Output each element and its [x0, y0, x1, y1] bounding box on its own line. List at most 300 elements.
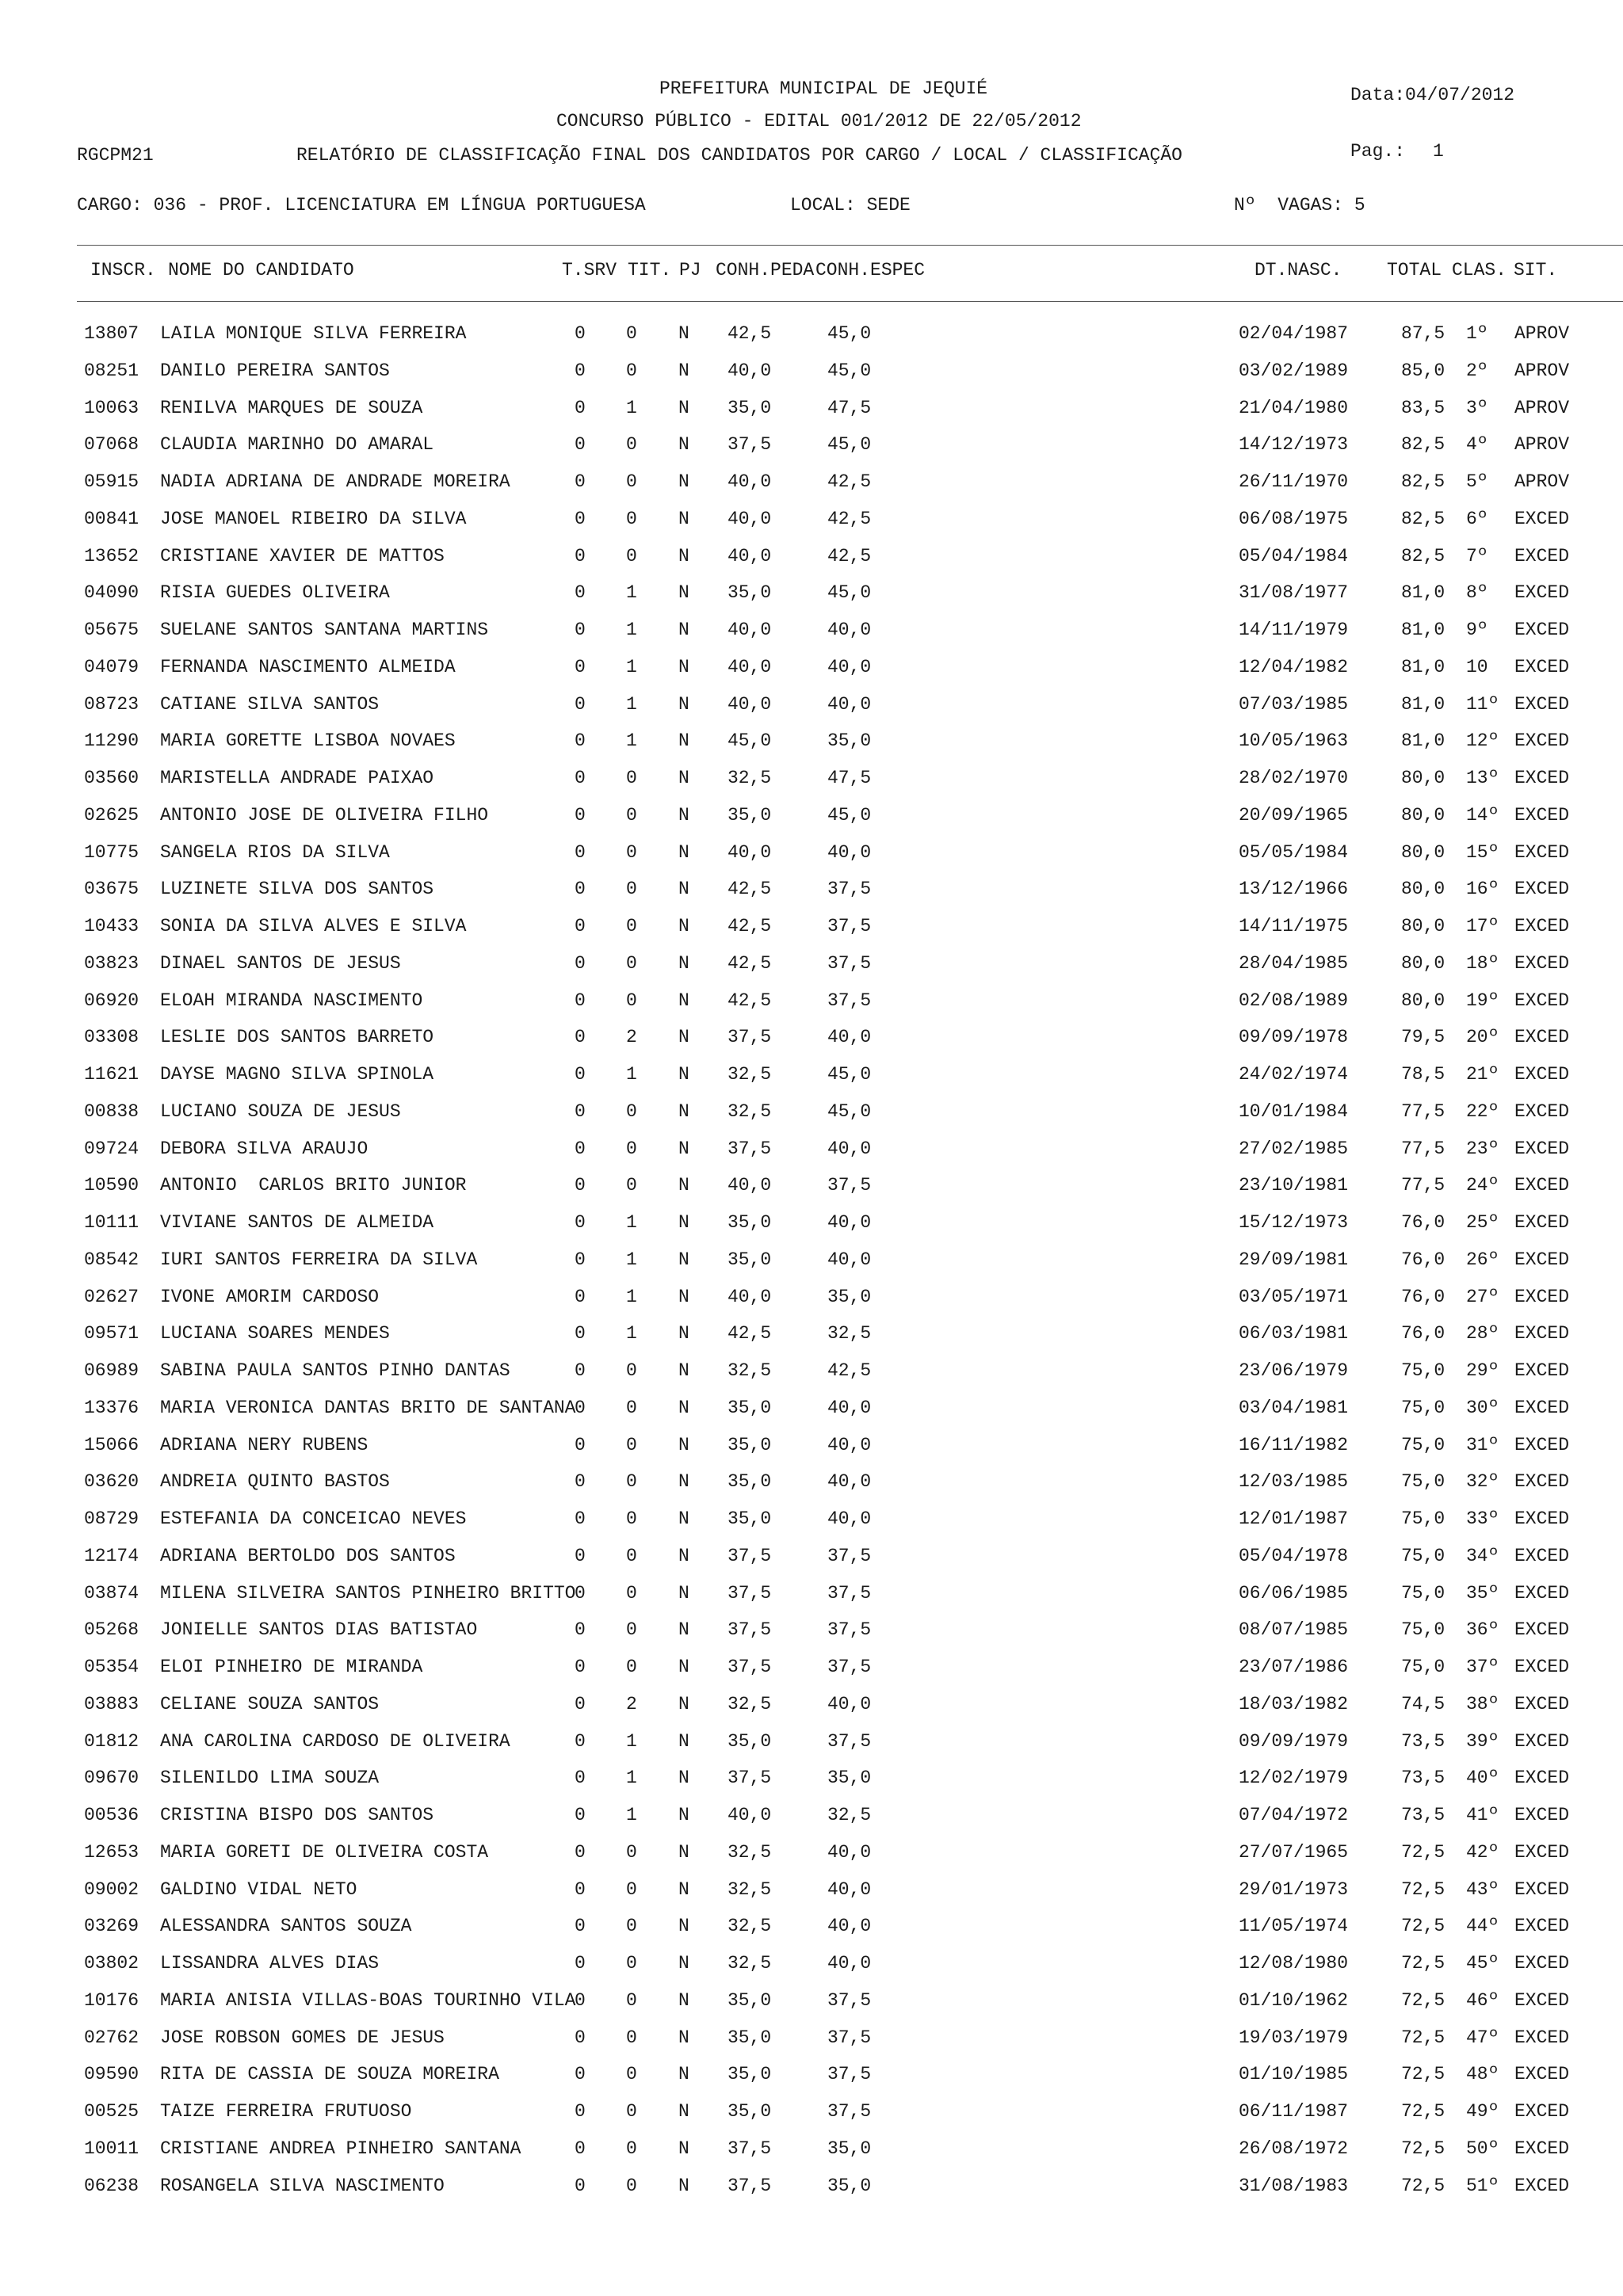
- cell-pj: N: [678, 323, 689, 344]
- cell-tit: 1: [626, 1805, 637, 1825]
- cell-nome: GALDINO VIDAL NETO: [160, 1878, 357, 1900]
- cell-sit: EXCED: [1514, 582, 1570, 604]
- cell-dt-nasc: 15/12/1973: [1239, 1212, 1349, 1233]
- cell-conh-espec: 40,0: [827, 1841, 872, 1863]
- cell-conh-peda: 40,0: [727, 1286, 772, 1307]
- cell-total: 80,0: [1401, 916, 1445, 936]
- table-row: [0, 1547, 1623, 1569]
- cell-tit: 0: [626, 804, 637, 826]
- table-row: [0, 584, 1623, 606]
- col-clas: CLAS.: [1452, 260, 1507, 280]
- cell-clas: 33º: [1466, 1508, 1499, 1529]
- cell-conh-peda: 37,5: [727, 2138, 772, 2159]
- cell-tsrv: 0: [575, 1805, 586, 1825]
- cell-nome: ANTONIO JOSE DE OLIVEIRA FILHO: [160, 804, 489, 826]
- cell-sit: EXCED: [1514, 841, 1570, 863]
- cell-tsrv: 0: [575, 1212, 586, 1233]
- cell-tsrv: 0: [575, 620, 586, 640]
- cell-pj: N: [678, 693, 689, 715]
- cell-dt-nasc: 06/08/1975: [1239, 508, 1349, 529]
- cell-pj: N: [678, 2101, 689, 2122]
- cell-pj: N: [678, 620, 689, 640]
- cell-tit: 1: [626, 693, 637, 715]
- cell-conh-espec: 37,5: [827, 1989, 872, 2011]
- cell-inscr: 03883: [84, 1693, 139, 1714]
- cell-pj: N: [678, 1619, 689, 1641]
- cell-clas: 40º: [1466, 1768, 1499, 1789]
- cell-conh-peda: 32,5: [727, 1360, 772, 1381]
- cell-pj: N: [678, 582, 689, 604]
- cell-sit: EXCED: [1514, 768, 1570, 788]
- cell-tit: 2: [626, 1027, 637, 1048]
- cell-conh-peda: 40,0: [727, 1175, 772, 1196]
- cell-inscr: 09002: [84, 1878, 139, 1900]
- cell-total: 73,5: [1401, 1730, 1445, 1752]
- divider-header: [77, 301, 1623, 302]
- cell-conh-peda: 37,5: [727, 1138, 772, 1159]
- cell-tsrv: 0: [575, 841, 586, 863]
- cell-tit: 0: [626, 1434, 637, 1455]
- cell-inscr: 10775: [84, 841, 139, 863]
- cell-tit: 0: [626, 1989, 637, 2011]
- cell-tit: 1: [626, 397, 637, 418]
- cell-nome: ESTEFANIA DA CONCEICAO NEVES: [160, 1508, 467, 1529]
- cell-tit: 0: [626, 1953, 637, 1974]
- cell-total: 75,0: [1401, 1657, 1445, 1677]
- cell-sit: EXCED: [1514, 2138, 1570, 2159]
- cell-clas: 14º: [1466, 804, 1499, 826]
- cell-inscr: 01812: [84, 1730, 139, 1752]
- cell-pj: N: [678, 1397, 689, 1418]
- cell-inscr: 06920: [84, 990, 139, 1011]
- cell-total: 75,0: [1401, 1360, 1445, 1381]
- cell-sit: EXCED: [1514, 730, 1570, 752]
- cell-conh-peda: 35,0: [727, 1212, 772, 1233]
- cell-tsrv: 0: [575, 545, 586, 566]
- cell-total: 82,5: [1401, 545, 1445, 566]
- cell-conh-peda: 40,0: [727, 1805, 772, 1825]
- cell-sit: EXCED: [1514, 1397, 1570, 1418]
- cell-total: 75,0: [1401, 1619, 1445, 1641]
- cell-tit: 1: [626, 1212, 637, 1233]
- cell-conh-peda: 42,5: [727, 323, 772, 344]
- cell-nome: MARIA GORETI DE OLIVEIRA COSTA: [160, 1841, 489, 1863]
- cell-sit: EXCED: [1514, 1841, 1570, 1863]
- cell-total: 82,5: [1401, 508, 1445, 529]
- cell-conh-espec: 37,5: [827, 2101, 872, 2122]
- cell-dt-nasc: 07/04/1972: [1239, 1805, 1349, 1825]
- cell-total: 72,5: [1401, 1841, 1445, 1863]
- cell-inscr: 05675: [84, 620, 139, 640]
- cell-sit: EXCED: [1514, 1323, 1570, 1344]
- cell-conh-peda: 40,0: [727, 545, 772, 566]
- cell-tsrv: 0: [575, 1619, 586, 1641]
- cell-tsrv: 0: [575, 1916, 586, 1937]
- cell-inscr: 08542: [84, 1249, 139, 1270]
- cell-total: 80,0: [1401, 952, 1445, 974]
- cell-dt-nasc: 10/01/1984: [1239, 1100, 1349, 1122]
- cell-tsrv: 0: [575, 804, 586, 826]
- cell-conh-peda: 42,5: [727, 952, 772, 974]
- cell-tit: 1: [626, 1064, 637, 1085]
- cell-total: 77,5: [1401, 1138, 1445, 1159]
- cell-conh-espec: 35,0: [827, 1768, 872, 1789]
- cell-inscr: 00536: [84, 1805, 139, 1825]
- cell-conh-espec: 47,5: [827, 397, 872, 418]
- cell-clas: 47º: [1466, 2027, 1499, 2048]
- cell-pj: N: [678, 1471, 689, 1493]
- table-row: [0, 1288, 1623, 1310]
- cell-nome: ANDREIA QUINTO BASTOS: [160, 1471, 390, 1493]
- table-row: [0, 2177, 1623, 2199]
- cell-sit: APROV: [1514, 360, 1570, 381]
- cell-clas: 1º: [1466, 323, 1488, 344]
- cell-tit: 0: [626, 1545, 637, 1566]
- cell-conh-peda: 35,0: [727, 397, 772, 418]
- cell-nome: DEBORA SILVA ARAUJO: [160, 1138, 369, 1159]
- cell-total: 80,0: [1401, 879, 1445, 900]
- cell-dt-nasc: 11/05/1974: [1239, 1916, 1349, 1937]
- cell-tsrv: 0: [575, 1175, 586, 1196]
- cell-nome: LUCIANO SOUZA DE JESUS: [160, 1100, 401, 1122]
- cell-clas: 27º: [1466, 1286, 1499, 1307]
- cell-dt-nasc: 06/11/1987: [1239, 2101, 1349, 2122]
- table-row: [0, 436, 1623, 458]
- cell-inscr: 05268: [84, 1619, 139, 1641]
- cell-tit: 0: [626, 1916, 637, 1937]
- cell-total: 75,0: [1401, 1471, 1445, 1493]
- cell-pj: N: [678, 916, 689, 936]
- cell-clas: 31º: [1466, 1434, 1499, 1455]
- cell-nome: RENILVA MARQUES DE SOUZA: [160, 397, 423, 418]
- cell-dt-nasc: 31/08/1977: [1239, 582, 1349, 604]
- cell-tsrv: 0: [575, 1360, 586, 1381]
- cell-nome: LESLIE DOS SANTOS BARRETO: [160, 1027, 434, 1048]
- cell-clas: 13º: [1466, 768, 1499, 788]
- cell-nome: DAYSE MAGNO SILVA SPINOLA: [160, 1064, 434, 1085]
- cell-nome: DANILO PEREIRA SANTOS: [160, 360, 390, 381]
- cell-pj: N: [678, 1841, 689, 1863]
- table-row: [0, 362, 1623, 384]
- cell-sit: EXCED: [1514, 879, 1570, 900]
- cell-clas: 12º: [1466, 730, 1499, 752]
- cell-nome: SUELANE SANTOS SANTANA MARTINS: [160, 620, 489, 640]
- cell-inscr: 03874: [84, 1582, 139, 1604]
- col-nome: NOME DO CANDIDATO: [168, 260, 354, 280]
- cell-sit: EXCED: [1514, 1730, 1570, 1752]
- cell-tsrv: 0: [575, 508, 586, 529]
- cell-total: 72,5: [1401, 1953, 1445, 1974]
- cell-pj: N: [678, 1064, 689, 1085]
- cell-inscr: 12174: [84, 1545, 139, 1566]
- cell-tit: 0: [626, 360, 637, 381]
- cell-clas: 49º: [1466, 2101, 1499, 2122]
- cell-pj: N: [678, 545, 689, 566]
- cell-nome: CRISTIANE XAVIER DE MATTOS: [160, 545, 445, 566]
- cell-total: 80,0: [1401, 768, 1445, 788]
- cell-total: 76,0: [1401, 1212, 1445, 1233]
- cell-conh-espec: 37,5: [827, 1619, 872, 1641]
- cell-dt-nasc: 13/12/1966: [1239, 879, 1349, 900]
- cell-conh-espec: 35,0: [827, 2175, 872, 2196]
- cell-tsrv: 0: [575, 2101, 586, 2122]
- cell-sit: EXCED: [1514, 1508, 1570, 1529]
- cell-total: 87,5: [1401, 323, 1445, 344]
- cell-tsrv: 0: [575, 2027, 586, 2048]
- cell-tit: 1: [626, 620, 637, 640]
- report-code: RGCPM21: [77, 145, 154, 166]
- cell-conh-espec: 40,0: [827, 1397, 872, 1418]
- cell-dt-nasc: 02/04/1987: [1239, 323, 1349, 344]
- cell-tsrv: 0: [575, 1878, 586, 1900]
- cell-tit: 0: [626, 879, 637, 900]
- cell-clas: 4º: [1466, 434, 1488, 456]
- cell-conh-espec: 37,5: [827, 1657, 872, 1677]
- cell-sit: EXCED: [1514, 1286, 1570, 1307]
- cell-clas: 3º: [1466, 397, 1488, 418]
- table-row: [0, 547, 1623, 570]
- table-row: [0, 1806, 1623, 1829]
- cell-dt-nasc: 12/03/1985: [1239, 1471, 1349, 1493]
- cell-pj: N: [678, 1286, 689, 1307]
- cell-conh-peda: 37,5: [727, 434, 772, 456]
- cell-dt-nasc: 08/07/1985: [1239, 1619, 1349, 1641]
- cell-tit: 0: [626, 1397, 637, 1418]
- cell-total: 73,5: [1401, 1805, 1445, 1825]
- cell-conh-peda: 37,5: [727, 1768, 772, 1789]
- cell-clas: 24º: [1466, 1175, 1499, 1196]
- cell-conh-peda: 32,5: [727, 1916, 772, 1937]
- cell-inscr: 03620: [84, 1471, 139, 1493]
- cell-sit: EXCED: [1514, 1212, 1570, 1233]
- cell-sit: APROV: [1514, 434, 1570, 456]
- cell-inscr: 11621: [84, 1064, 139, 1085]
- cell-tit: 0: [626, 1100, 637, 1122]
- cell-sit: EXCED: [1514, 656, 1570, 677]
- cell-clas: 10: [1466, 656, 1488, 677]
- cell-conh-peda: 42,5: [727, 1323, 772, 1344]
- cell-dt-nasc: 23/07/1986: [1239, 1657, 1349, 1677]
- cell-sit: EXCED: [1514, 2027, 1570, 2048]
- table-row: [0, 1325, 1623, 1347]
- cell-inscr: 08723: [84, 693, 139, 715]
- cell-nome: LISSANDRA ALVES DIAS: [160, 1953, 380, 1974]
- cell-sit: EXCED: [1514, 1953, 1570, 1974]
- cell-dt-nasc: 26/11/1970: [1239, 471, 1349, 492]
- cell-inscr: 06989: [84, 1360, 139, 1381]
- report-date: Data:04/07/2012: [1350, 85, 1515, 105]
- table-row: [0, 841, 1623, 866]
- cell-conh-espec: 45,0: [827, 804, 872, 826]
- table-row: [0, 325, 1623, 347]
- cell-clas: 48º: [1466, 2064, 1499, 2085]
- cell-pj: N: [678, 434, 689, 456]
- cell-clas: 2º: [1466, 360, 1488, 381]
- cell-sit: EXCED: [1514, 693, 1570, 715]
- cell-inscr: 00838: [84, 1100, 139, 1122]
- cell-conh-espec: 37,5: [827, 1175, 872, 1196]
- table-row: [0, 1214, 1623, 1236]
- cell-tit: 1: [626, 656, 637, 677]
- cell-dt-nasc: 28/02/1970: [1239, 768, 1349, 788]
- table-row: [0, 1066, 1623, 1088]
- cell-clas: 42º: [1466, 1841, 1499, 1863]
- cell-dt-nasc: 24/02/1974: [1239, 1064, 1349, 1085]
- cell-total: 76,0: [1401, 1286, 1445, 1307]
- cell-tsrv: 0: [575, 1545, 586, 1566]
- cell-conh-peda: 32,5: [727, 1841, 772, 1863]
- cell-tsrv: 0: [575, 1434, 586, 1455]
- cell-tit: 0: [626, 323, 637, 344]
- cell-tit: 0: [626, 1619, 637, 1641]
- cell-conh-espec: 45,0: [827, 1100, 872, 1122]
- cell-nome: RITA DE CASSIA DE SOUZA MOREIRA: [160, 2064, 499, 2085]
- cell-sit: EXCED: [1514, 1027, 1570, 1048]
- cell-dt-nasc: 27/07/1965: [1239, 1841, 1349, 1863]
- cell-total: 78,5: [1401, 1064, 1445, 1085]
- cell-conh-espec: 35,0: [827, 1286, 872, 1307]
- cell-tit: 1: [626, 582, 637, 604]
- divider-top: [77, 245, 1623, 246]
- cell-total: 82,5: [1401, 471, 1445, 492]
- col-inscr: INSCR.: [90, 260, 156, 280]
- cell-clas: 45º: [1466, 1953, 1499, 1974]
- cell-inscr: 02627: [84, 1286, 139, 1307]
- cell-total: 72,5: [1401, 1878, 1445, 1900]
- cell-clas: 46º: [1466, 1989, 1499, 2011]
- cell-dt-nasc: 14/12/1973: [1239, 434, 1349, 456]
- cell-inscr: 04079: [84, 656, 139, 677]
- cell-conh-espec: 47,5: [827, 768, 872, 788]
- cell-dt-nasc: 31/08/1983: [1239, 2175, 1349, 2196]
- table-row: [0, 1436, 1623, 1459]
- cell-dt-nasc: 06/06/1985: [1239, 1582, 1349, 1604]
- table-row: [0, 2140, 1623, 2162]
- cell-total: 76,0: [1401, 1249, 1445, 1270]
- cell-inscr: 02625: [84, 804, 139, 826]
- cell-nome: MILENA SILVEIRA SANTOS PINHEIRO BRITTO: [160, 1582, 576, 1604]
- cell-conh-peda: 35,0: [727, 1397, 772, 1418]
- col-total: TOTAL: [1387, 260, 1442, 280]
- cell-pj: N: [678, 1878, 689, 1900]
- cell-sit: EXCED: [1514, 1805, 1570, 1825]
- col-tit: TIT.: [628, 260, 672, 280]
- cell-total: 81,0: [1401, 656, 1445, 677]
- table-row: [0, 1582, 1623, 1607]
- cell-inscr: 13376: [84, 1397, 139, 1418]
- cell-total: 75,0: [1401, 1582, 1445, 1604]
- cell-dt-nasc: 12/04/1982: [1239, 656, 1349, 677]
- cell-total: 77,5: [1401, 1175, 1445, 1196]
- cell-dt-nasc: 06/03/1981: [1239, 1323, 1349, 1344]
- cell-tsrv: 0: [575, 1100, 586, 1122]
- cell-total: 83,5: [1401, 397, 1445, 418]
- cell-tsrv: 0: [575, 1657, 586, 1677]
- cell-dt-nasc: 14/11/1979: [1239, 620, 1349, 640]
- cell-tsrv: 0: [575, 1508, 586, 1529]
- cell-dt-nasc: 05/04/1978: [1239, 1545, 1349, 1566]
- cell-pj: N: [678, 1360, 689, 1381]
- cell-tsrv: 0: [575, 990, 586, 1011]
- cell-dt-nasc: 18/03/1982: [1239, 1693, 1349, 1714]
- cell-nome: ADRIANA NERY RUBENS: [160, 1434, 369, 1455]
- cell-conh-espec: 40,0: [827, 1878, 872, 1900]
- cell-conh-peda: 37,5: [727, 1027, 772, 1048]
- cell-tsrv: 0: [575, 360, 586, 381]
- table-row: [0, 510, 1623, 532]
- cell-tsrv: 0: [575, 323, 586, 344]
- cell-tsrv: 0: [575, 1471, 586, 1493]
- cell-conh-peda: 45,0: [727, 730, 772, 752]
- cell-tit: 0: [626, 2175, 637, 2196]
- cell-nome: MARIA GORETTE LISBOA NOVAES: [160, 730, 456, 752]
- table-row: [0, 1769, 1623, 1791]
- org-name: PREFEITURA MUNICIPAL DE JEQUIÉ: [659, 78, 988, 99]
- cell-tit: 0: [626, 1508, 637, 1529]
- cell-nome: IURI SANTOS FERREIRA DA SILVA: [160, 1249, 478, 1270]
- cell-tsrv: 0: [575, 397, 586, 418]
- cell-sit: EXCED: [1514, 1657, 1570, 1677]
- cell-conh-peda: 35,0: [727, 1249, 772, 1270]
- col-pj: PJ: [679, 260, 701, 280]
- cell-inscr: 03560: [84, 768, 139, 788]
- cell-sit: EXCED: [1514, 1545, 1570, 1566]
- cell-conh-espec: 37,5: [827, 2027, 872, 2048]
- cell-tit: 0: [626, 2101, 637, 2122]
- table-row: [0, 1730, 1623, 1755]
- cell-pj: N: [678, 1953, 689, 1974]
- cell-tsrv: 0: [575, 952, 586, 974]
- cell-conh-espec: 37,5: [827, 916, 872, 936]
- cell-sit: EXCED: [1514, 1249, 1570, 1270]
- cell-conh-peda: 40,0: [727, 841, 772, 863]
- cell-pj: N: [678, 804, 689, 826]
- cell-tsrv: 0: [575, 916, 586, 936]
- cell-nome: CATIANE SILVA SANTOS: [160, 693, 380, 715]
- cell-dt-nasc: 09/09/1978: [1239, 1027, 1349, 1048]
- cell-dt-nasc: 12/02/1979: [1239, 1768, 1349, 1789]
- cell-pj: N: [678, 1989, 689, 2011]
- cell-inscr: 08729: [84, 1508, 139, 1529]
- cell-conh-peda: 35,0: [727, 1730, 772, 1752]
- cell-nome: RISIA GUEDES OLIVEIRA: [160, 582, 390, 604]
- cell-conh-espec: 45,0: [827, 434, 872, 456]
- cell-pj: N: [678, 656, 689, 677]
- cell-total: 72,5: [1401, 1916, 1445, 1937]
- cell-nome: TAIZE FERREIRA FRUTUOSO: [160, 2101, 412, 2122]
- cell-pj: N: [678, 2175, 689, 2196]
- cell-clas: 17º: [1466, 916, 1499, 936]
- cell-tsrv: 0: [575, 1582, 586, 1604]
- cell-dt-nasc: 28/04/1985: [1239, 952, 1349, 974]
- cell-dt-nasc: 10/05/1963: [1239, 730, 1349, 752]
- cell-conh-espec: 40,0: [827, 693, 872, 715]
- table-row: [0, 1695, 1623, 1718]
- cell-tit: 0: [626, 952, 637, 974]
- cell-inscr: 05915: [84, 471, 139, 492]
- cell-tit: 0: [626, 990, 637, 1011]
- cell-conh-espec: 40,0: [827, 620, 872, 640]
- cell-tsrv: 0: [575, 2175, 586, 2196]
- cell-pj: N: [678, 1249, 689, 1270]
- cell-tsrv: 0: [575, 768, 586, 788]
- cell-nome: NADIA ADRIANA DE ANDRADE MOREIRA: [160, 471, 510, 492]
- table-header: [0, 261, 1623, 284]
- cell-conh-peda: 40,0: [727, 508, 772, 529]
- cell-pj: N: [678, 952, 689, 974]
- cell-inscr: 08251: [84, 360, 139, 381]
- cell-sit: EXCED: [1514, 1582, 1570, 1604]
